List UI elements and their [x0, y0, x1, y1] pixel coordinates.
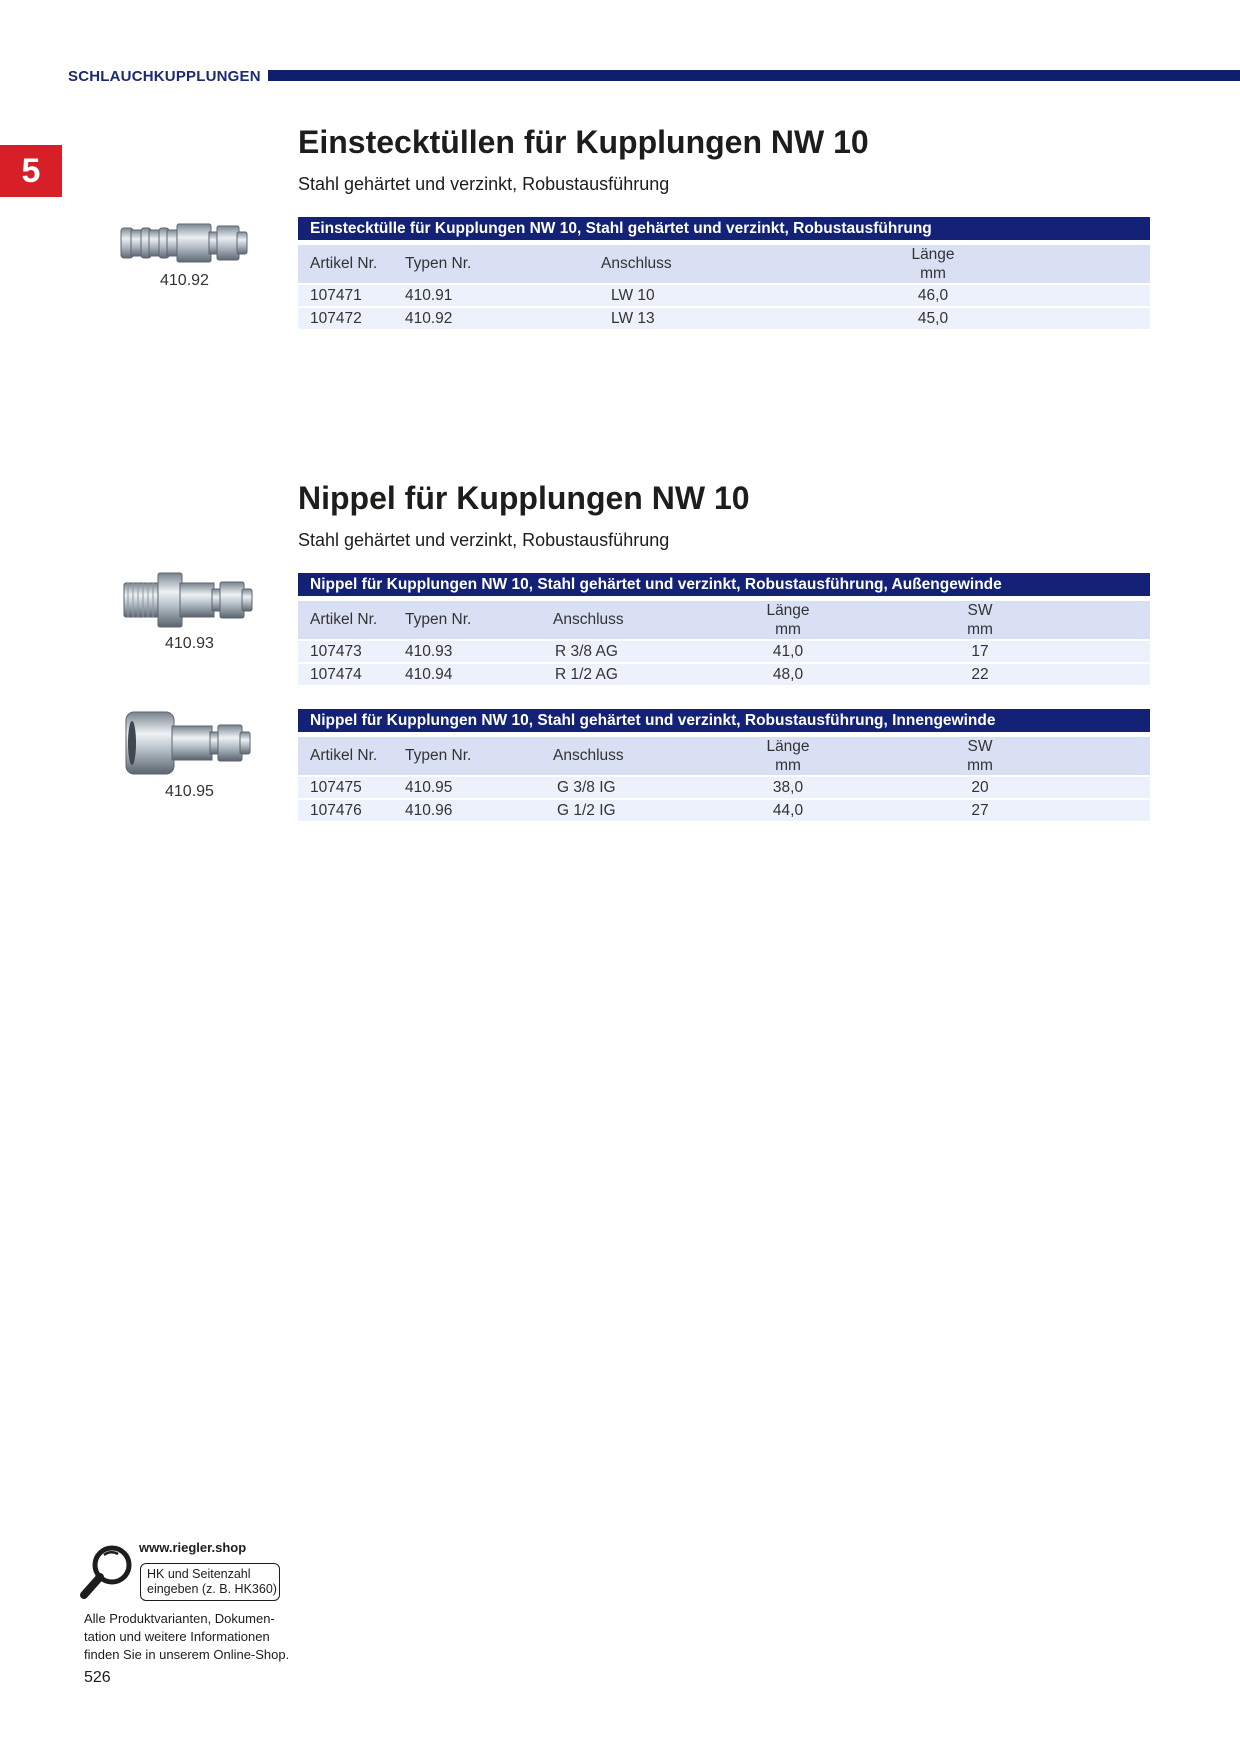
cell-typen: 410.95: [405, 779, 453, 796]
section2-title: Nippel für Kupplungen NW 10: [298, 480, 750, 516]
section1-title: Einstecktüllen für Kupplungen NW 10: [298, 124, 869, 160]
cell-artikel: 107474: [310, 666, 362, 683]
cell-artikel: 107473: [310, 643, 362, 660]
table-nippel-innengewinde: [298, 709, 1150, 821]
table-row: [298, 800, 1150, 821]
cell-artikel: 107471: [310, 287, 362, 304]
cell-anschluss: G 3/8 IG: [557, 779, 616, 796]
col-laenge-unit: mm: [920, 265, 946, 282]
cell-artikel: 107476: [310, 802, 362, 819]
page-number: 526: [84, 1669, 111, 1686]
shop-link[interactable]: www.riegler.shop: [139, 1540, 247, 1555]
product-image-nipple-female-thread: [118, 708, 258, 778]
col-sw: [967, 737, 993, 775]
footer-note-line3: finden Sie in unserem Online-Shop.: [84, 1647, 290, 1662]
cell-sw: 27: [971, 802, 989, 819]
magnifier-icon: [78, 1543, 136, 1601]
cell-typen: 410.92: [405, 310, 453, 327]
col-laenge-unit: mm: [775, 621, 801, 638]
cell-artikel: 107475: [310, 779, 362, 796]
image-caption-410-95: 410.95: [165, 783, 214, 800]
col-sw-unit: mm: [967, 621, 993, 638]
col-typen: Typen Nr.: [405, 747, 472, 764]
footer-note: [84, 1610, 289, 1664]
table-einstecktuelle: [298, 217, 1150, 329]
col-artikel: Artikel Nr.: [310, 747, 378, 764]
product-image-nipple-male-thread: [118, 565, 258, 635]
table-title: Nippel für Kupplungen NW 10, Stahl gehärtet und verzinkt, Robustausführung, Außengewinde: [298, 573, 1150, 596]
cell-laenge: 38,0: [772, 779, 804, 796]
image-caption-410-93: 410.93: [165, 635, 214, 652]
col-sw-label: SW: [967, 738, 993, 755]
table-title: Nippel für Kupplungen NW 10, Stahl gehärtet und verzinkt, Robustausführung, Innengewinde: [298, 709, 1150, 732]
cell-laenge: 46,0: [917, 287, 949, 304]
section-label: SCHLAUCHKUPPLUNGEN: [68, 68, 261, 85]
col-laenge-label: Länge: [766, 738, 810, 755]
col-sw: [967, 601, 993, 639]
col-anschluss: Anschluss: [553, 747, 624, 764]
col-anschluss: Anschluss: [553, 611, 624, 628]
col-sw-unit: mm: [967, 757, 993, 774]
cell-sw: 20: [971, 779, 989, 796]
col-laenge-label: Länge: [911, 246, 955, 263]
cell-sw: 22: [971, 666, 989, 683]
cell-anschluss: G 1/2 IG: [557, 802, 616, 819]
footer-note-line1: Alle Produktvarianten, Dokumen-: [84, 1611, 275, 1626]
image-caption-410-92: 410.92: [160, 272, 209, 289]
cell-anschluss: LW 10: [611, 287, 655, 304]
table-header-row: [298, 737, 1150, 775]
table-nippel-aussengewinde: [298, 573, 1150, 685]
table-header-row: [298, 601, 1150, 639]
chapter-tab: 5: [0, 145, 62, 197]
cell-laenge: 41,0: [772, 643, 804, 660]
cell-anschluss: LW 13: [611, 310, 655, 327]
col-typen: Typen Nr.: [405, 255, 472, 272]
col-laenge-unit: mm: [775, 757, 801, 774]
col-laenge: [766, 601, 809, 639]
col-laenge: [911, 245, 954, 283]
cell-artikel: 107472: [310, 310, 362, 327]
cell-sw: 17: [971, 643, 989, 660]
product-image-hose-tail: [115, 208, 255, 278]
cell-anschluss: R 1/2 AG: [555, 666, 618, 683]
shop-hint-box: [140, 1563, 280, 1601]
cell-typen: 410.91: [405, 287, 453, 304]
cell-laenge: 48,0: [772, 666, 804, 683]
section1-subtitle: Stahl gehärtet und verzinkt, Robustausführung: [298, 174, 670, 194]
col-typen: Typen Nr.: [405, 611, 472, 628]
table-row: [298, 664, 1150, 685]
shop-hint-line1: HK und Seitenzahl: [147, 1567, 251, 1581]
shop-hint-line2: eingeben (z. B. HK360): [147, 1582, 277, 1596]
table-row: [298, 308, 1150, 329]
col-anschluss: Anschluss: [601, 255, 672, 272]
cell-laenge: 45,0: [917, 310, 949, 327]
table-header-row: [298, 245, 1150, 283]
col-laenge: [766, 737, 809, 775]
col-artikel: Artikel Nr.: [310, 255, 378, 272]
header-rule: [268, 70, 1240, 81]
cell-anschluss: R 3/8 AG: [555, 643, 618, 660]
table-row: [298, 285, 1150, 306]
table-row: [298, 777, 1150, 798]
cell-typen: 410.96: [405, 802, 453, 819]
col-laenge-label: Länge: [766, 602, 810, 619]
footer-note-line2: tation und weitere Informationen: [84, 1629, 270, 1644]
col-sw-label: SW: [967, 602, 993, 619]
table-row: [298, 641, 1150, 662]
col-artikel: Artikel Nr.: [310, 611, 378, 628]
cell-typen: 410.94: [405, 666, 453, 683]
section2-subtitle: Stahl gehärtet und verzinkt, Robustausführung: [298, 530, 670, 550]
cell-laenge: 44,0: [772, 802, 804, 819]
cell-typen: 410.93: [405, 643, 453, 660]
table-title: Einstecktülle für Kupplungen NW 10, Stahl gehärtet und verzinkt, Robustausführung: [298, 217, 1150, 240]
